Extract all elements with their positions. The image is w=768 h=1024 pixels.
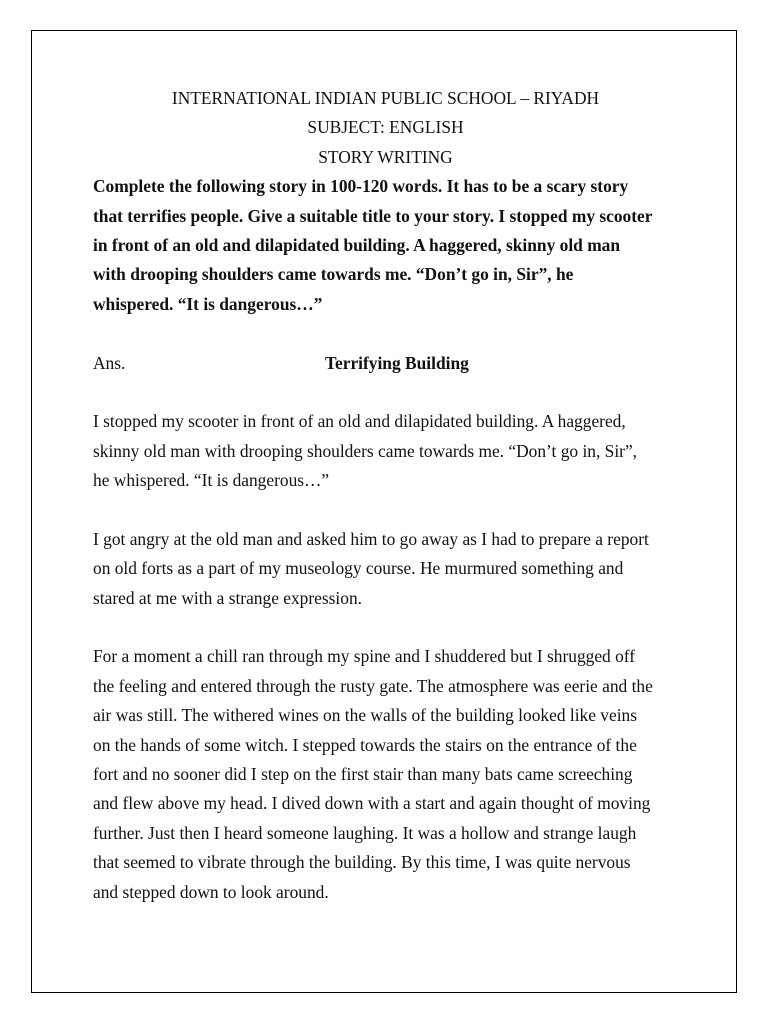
paragraph-line: skinny old man with drooping shoulders came towards me. “Don’t go in, Sir”,	[93, 440, 638, 461]
paragraph-line: For a moment a chill ran through my spine and I shuddered but I shrugged off	[93, 646, 636, 667]
question-line: whispered. “It is dangerous…”	[93, 293, 323, 314]
paragraph-line: I stopped my scooter in front of an old and dilapidated building. A haggered,	[93, 411, 626, 432]
question-line: Complete the following story in 100-120 words. It has to be a scary story	[93, 176, 629, 197]
story-paragraph	[93, 642, 678, 907]
spacer	[93, 378, 678, 407]
paragraph-line: and flew above my head. I dived down with a start and again thought of moving	[93, 793, 651, 814]
paragraph-line: air was still. The withered wines on the walls of the building looked like veins	[93, 705, 638, 726]
story-paragraph	[93, 407, 678, 495]
school-name: INTERNATIONAL INDIAN PUBLIC SCHOOL – RIYADH	[171, 88, 600, 108]
story-title: Terrifying Building	[325, 352, 469, 373]
paragraph-line: I got angry at the old man and asked him to go away as I had to prepare a report	[93, 528, 649, 549]
question-line: with drooping shoulders came towards me. “Don’t go in, Sir”, he	[93, 264, 574, 285]
paragraph-line: the feeling and entered through the rusty gate. The atmosphere was eerie and the	[93, 675, 653, 696]
paragraph-line: he whispered. “It is dangerous…”	[93, 470, 330, 491]
paragraph-line: on the hands of some witch. I stepped towards the stairs on the entrance of the	[93, 734, 637, 755]
question-prompt	[93, 172, 678, 319]
document-body	[93, 84, 678, 907]
paragraph-line: and stepped down to look around.	[93, 881, 329, 902]
paragraph-line: stared at me with a strange expression.	[93, 587, 362, 608]
spacer	[93, 613, 678, 642]
question-line: in front of an old and dilapidated building. A haggered, skinny old man	[93, 234, 621, 255]
spacer	[93, 319, 678, 348]
paragraph-line: that seemed to vibrate through the building. By this time, I was quite nervous	[93, 852, 631, 873]
story-paragraph	[93, 525, 678, 613]
answer-label: Ans.	[93, 352, 126, 373]
paragraph-line: fort and no sooner did I step on the first stair than many bats came screeching	[93, 763, 633, 784]
spacer	[93, 495, 678, 524]
question-line: that terrifies people. Give a suitable title to your story. I stopped my scooter	[93, 205, 653, 226]
paragraph-line: further. Just then I heard someone laughing. It was a hollow and strange laugh	[93, 822, 637, 843]
subject-line: SUBJECT: ENGLISH	[307, 117, 464, 138]
paragraph-line: on old forts as a part of my museology course. He murmured something and	[93, 558, 624, 579]
topic-line: STORY WRITING	[318, 146, 453, 167]
answer-heading	[93, 349, 678, 378]
